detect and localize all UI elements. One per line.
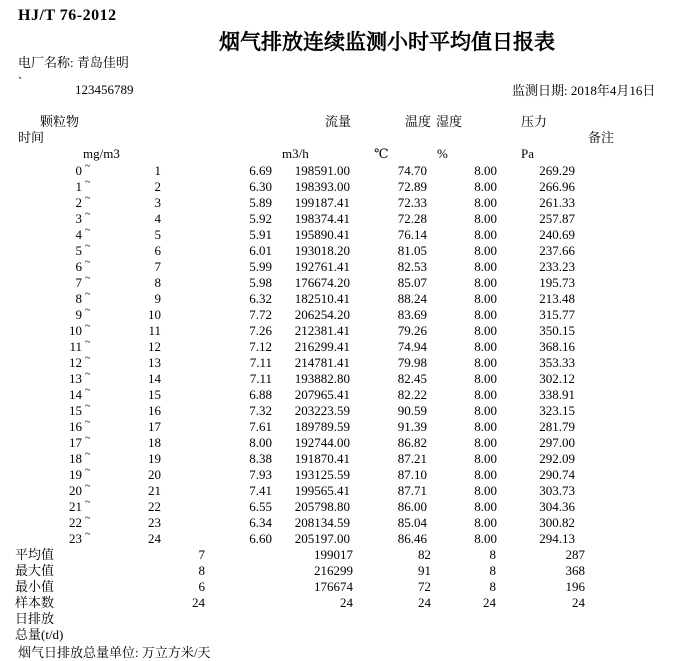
summary-label: 最大值 xyxy=(15,563,55,578)
table-row xyxy=(0,419,680,435)
temperature-value: 90.59 xyxy=(397,403,427,418)
summary-humidity: 8 xyxy=(489,579,496,594)
range-separator: ~ xyxy=(85,273,91,284)
hour-start: 5 xyxy=(75,243,82,258)
table-row xyxy=(0,227,680,243)
table-row xyxy=(0,403,680,419)
summary-label: 平均值 xyxy=(15,547,55,562)
humidity-value: 8.00 xyxy=(474,435,497,450)
temperature-value: 82.45 xyxy=(397,371,427,386)
summary-temperature: 24 xyxy=(418,595,431,610)
temperature-value: 72.28 xyxy=(397,211,427,226)
pressure-value: 266.96 xyxy=(539,179,575,194)
flow-value: 193125.59 xyxy=(294,467,350,482)
summary-flow: 216299 xyxy=(314,563,353,578)
temperature-value: 87.71 xyxy=(397,483,427,498)
flow-value: 198393.00 xyxy=(294,179,350,194)
range-separator: ~ xyxy=(85,465,91,476)
range-separator: ~ xyxy=(85,401,91,412)
particulate-value: 7.41 xyxy=(249,483,272,498)
temperature-value: 88.24 xyxy=(397,291,427,306)
pressure-value: 297.00 xyxy=(539,435,575,450)
table-row xyxy=(0,179,680,195)
summary-row xyxy=(0,611,680,627)
hour-end: 4 xyxy=(154,211,161,226)
table-row xyxy=(0,435,680,451)
particulate-value: 7.32 xyxy=(249,403,272,418)
temperature-value: 72.89 xyxy=(397,179,427,194)
humidity-value: 8.00 xyxy=(474,227,497,242)
summary-row xyxy=(0,595,680,611)
hour-start: 16 xyxy=(69,419,82,434)
temperature-value: 72.33 xyxy=(397,195,427,210)
hour-end: 10 xyxy=(148,307,161,322)
hour-end: 19 xyxy=(148,451,161,466)
temperature-value: 87.21 xyxy=(397,451,427,466)
hour-end: 3 xyxy=(154,195,161,210)
temperature-value: 76.14 xyxy=(397,227,427,242)
table-row xyxy=(0,211,680,227)
flow-value: 199565.41 xyxy=(294,483,350,498)
humidity-value: 8.00 xyxy=(474,307,497,322)
humidity-value: 8.00 xyxy=(474,499,497,514)
particulate-value: 5.98 xyxy=(249,275,272,290)
humidity-value: 8.00 xyxy=(474,211,497,226)
summary-row xyxy=(0,627,680,643)
table-row xyxy=(0,275,680,291)
humidity-value: 8.00 xyxy=(474,323,497,338)
pressure-value: 300.82 xyxy=(539,515,575,530)
pressure-value: 240.69 xyxy=(539,227,575,242)
flow-value: 207965.41 xyxy=(294,387,350,402)
table-row xyxy=(0,467,680,483)
temperature-value: 87.10 xyxy=(397,467,427,482)
unit-pressure: Pa xyxy=(521,146,534,161)
hour-start: 6 xyxy=(75,259,82,274)
column-header-time: 时间 xyxy=(18,130,45,145)
flow-value: 193018.20 xyxy=(294,243,350,258)
humidity-value: 8.00 xyxy=(474,339,497,354)
particulate-value: 5.92 xyxy=(249,211,272,226)
hour-start: 3 xyxy=(75,211,82,226)
temperature-value: 86.82 xyxy=(397,435,427,450)
flow-value: 198591.00 xyxy=(294,163,350,178)
flow-value: 203223.59 xyxy=(294,403,350,418)
temperature-value: 85.07 xyxy=(397,275,427,290)
table-row xyxy=(0,163,680,179)
standard-code: HJ/T 76-2012 xyxy=(18,7,117,24)
particulate-value: 6.60 xyxy=(249,531,272,546)
range-separator: ~ xyxy=(85,353,91,364)
temperature-value: 79.26 xyxy=(397,323,427,338)
particulate-value: 8.38 xyxy=(249,451,272,466)
hour-start: 10 xyxy=(69,323,82,338)
pressure-value: 303.73 xyxy=(539,483,575,498)
range-separator: ~ xyxy=(85,225,91,236)
table-row xyxy=(0,483,680,499)
hour-end: 16 xyxy=(148,403,161,418)
humidity-value: 8.00 xyxy=(474,275,497,290)
unit-flow: m3/h xyxy=(282,146,309,161)
data-rows xyxy=(0,163,680,643)
temperature-value: 81.05 xyxy=(397,243,427,258)
table-row xyxy=(0,339,680,355)
flow-value: 199187.41 xyxy=(294,195,350,210)
humidity-value: 8.00 xyxy=(474,195,497,210)
humidity-value: 8.00 xyxy=(474,355,497,370)
flow-value: 205798.80 xyxy=(294,499,350,514)
humidity-value: 8.00 xyxy=(474,515,497,530)
summary-particulate: 7 xyxy=(198,547,205,562)
particulate-value: 6.88 xyxy=(249,387,272,402)
pressure-value: 294.13 xyxy=(539,531,575,546)
pressure-value: 368.16 xyxy=(539,339,575,354)
hour-start: 17 xyxy=(69,435,82,450)
summary-flow: 199017 xyxy=(314,547,353,562)
summary-flow: 24 xyxy=(340,595,353,610)
hour-start: 19 xyxy=(69,467,82,482)
pressure-value: 281.79 xyxy=(539,419,575,434)
column-header-pressure: 压力 xyxy=(521,114,548,129)
hour-end: 18 xyxy=(148,435,161,450)
summary-humidity: 24 xyxy=(483,595,496,610)
table-row xyxy=(0,323,680,339)
range-separator: ~ xyxy=(85,289,91,300)
pressure-value: 195.73 xyxy=(539,275,575,290)
flow-value: 216299.41 xyxy=(294,339,350,354)
pressure-value: 302.12 xyxy=(539,371,575,386)
flow-value: 206254.20 xyxy=(294,307,350,322)
table-row xyxy=(0,499,680,515)
range-separator: ~ xyxy=(85,241,91,252)
flow-value: 198374.41 xyxy=(294,211,350,226)
range-separator: ~ xyxy=(85,177,91,188)
monitor-date-line: 监测日期: 2018年4月16日 xyxy=(512,83,656,98)
table-row xyxy=(0,515,680,531)
table-row xyxy=(0,307,680,323)
hour-start: 13 xyxy=(69,371,82,386)
unit-temperature: ℃ xyxy=(374,146,389,161)
hour-start: 23 xyxy=(69,531,82,546)
range-separator: ~ xyxy=(85,257,91,268)
summary-pressure: 196 xyxy=(565,579,585,594)
range-separator: ~ xyxy=(85,161,91,172)
table-row xyxy=(0,451,680,467)
table-row xyxy=(0,259,680,275)
temperature-value: 85.04 xyxy=(397,515,427,530)
particulate-value: 6.69 xyxy=(249,163,272,178)
particulate-value: 8.00 xyxy=(249,435,272,450)
hour-start: 20 xyxy=(69,483,82,498)
pressure-value: 323.15 xyxy=(539,403,575,418)
column-header-remark: 备注 xyxy=(588,130,615,145)
hour-start: 11 xyxy=(69,339,82,354)
range-separator: ~ xyxy=(85,369,91,380)
humidity-value: 8.00 xyxy=(474,387,497,402)
table-row xyxy=(0,531,680,547)
humidity-value: 8.00 xyxy=(474,531,497,546)
humidity-value: 8.00 xyxy=(474,179,497,194)
particulate-value: 5.89 xyxy=(249,195,272,210)
hour-end: 22 xyxy=(148,499,161,514)
flow-value: 212381.41 xyxy=(294,323,350,338)
hour-start: 22 xyxy=(69,515,82,530)
pressure-value: 257.87 xyxy=(539,211,575,226)
humidity-value: 8.00 xyxy=(474,451,497,466)
page-title: 烟气排放连续监测小时平均值日报表 xyxy=(219,30,555,54)
range-separator: ~ xyxy=(85,481,91,492)
hour-end: 11 xyxy=(148,323,161,338)
hour-start: 4 xyxy=(75,227,82,242)
flow-value: 189789.59 xyxy=(294,419,350,434)
range-separator: ~ xyxy=(85,513,91,524)
hour-end: 24 xyxy=(148,531,161,546)
pressure-value: 292.09 xyxy=(539,451,575,466)
pressure-value: 338.91 xyxy=(539,387,575,402)
summary-label: 最小值 xyxy=(15,579,55,594)
summary-particulate: 24 xyxy=(192,595,205,610)
hour-end: 15 xyxy=(148,387,161,402)
range-separator: ~ xyxy=(85,529,91,540)
summary-pressure: 368 xyxy=(565,563,585,578)
hour-end: 8 xyxy=(154,275,161,290)
humidity-value: 8.00 xyxy=(474,291,497,306)
unit-humidity: % xyxy=(437,146,448,161)
particulate-value: 7.26 xyxy=(249,323,272,338)
flow-value: 193882.80 xyxy=(294,371,350,386)
hour-start: 18 xyxy=(69,451,82,466)
table-row xyxy=(0,195,680,211)
humidity-value: 8.00 xyxy=(474,163,497,178)
temperature-value: 79.98 xyxy=(397,355,427,370)
hour-end: 7 xyxy=(154,259,161,274)
summary-humidity: 8 xyxy=(489,547,496,562)
flow-value: 176674.20 xyxy=(294,275,350,290)
range-separator: ~ xyxy=(85,193,91,204)
temperature-value: 82.22 xyxy=(397,387,427,402)
summary-temperature: 82 xyxy=(418,547,431,562)
flow-value: 195890.41 xyxy=(294,227,350,242)
summary-pressure: 24 xyxy=(572,595,585,610)
particulate-value: 6.32 xyxy=(249,291,272,306)
hour-start: 21 xyxy=(69,499,82,514)
summary-row xyxy=(0,579,680,595)
flow-value: 214781.41 xyxy=(294,355,350,370)
pressure-value: 269.29 xyxy=(539,163,575,178)
summary-particulate: 6 xyxy=(198,579,205,594)
hour-end: 14 xyxy=(148,371,161,386)
range-separator: ~ xyxy=(85,385,91,396)
pressure-value: 237.66 xyxy=(539,243,575,258)
footer-unit-note: 烟气日排放总量单位: 万立方米/天 xyxy=(18,645,211,660)
particulate-value: 7.11 xyxy=(249,371,272,386)
table-row xyxy=(0,243,680,259)
summary-label: 样本数 xyxy=(15,595,55,610)
range-separator: ~ xyxy=(85,209,91,220)
pressure-value: 350.15 xyxy=(539,323,575,338)
table-row xyxy=(0,387,680,403)
summary-flow: 176674 xyxy=(314,579,353,594)
hour-end: 6 xyxy=(154,243,161,258)
pressure-value: 304.36 xyxy=(539,499,575,514)
temperature-value: 83.69 xyxy=(397,307,427,322)
column-header-humidity: 湿度 xyxy=(436,114,463,129)
flow-value: 191870.41 xyxy=(294,451,350,466)
particulate-value: 7.93 xyxy=(249,467,272,482)
summary-row xyxy=(0,563,680,579)
flow-value: 208134.59 xyxy=(294,515,350,530)
hour-start: 1 xyxy=(75,179,82,194)
plant-name-line: 电厂名称: 青岛佳明 xyxy=(18,55,129,70)
table-row xyxy=(0,291,680,307)
range-separator: ~ xyxy=(85,433,91,444)
serial-number: 123456789 xyxy=(75,82,134,97)
flow-value: 182510.41 xyxy=(294,291,350,306)
flow-value: 192761.41 xyxy=(294,259,350,274)
temperature-value: 82.53 xyxy=(397,259,427,274)
temperature-value: 86.00 xyxy=(397,499,427,514)
table-row xyxy=(0,355,680,371)
hour-start: 8 xyxy=(75,291,82,306)
hour-end: 13 xyxy=(148,355,161,370)
hour-end: 21 xyxy=(148,483,161,498)
range-separator: ~ xyxy=(85,497,91,508)
tick-mark: ` xyxy=(18,74,23,89)
hour-end: 23 xyxy=(148,515,161,530)
humidity-value: 8.00 xyxy=(474,483,497,498)
particulate-value: 6.55 xyxy=(249,499,272,514)
summary-label: 总量(t/d) xyxy=(15,627,64,642)
particulate-value: 6.01 xyxy=(249,243,272,258)
temperature-value: 86.46 xyxy=(397,531,427,546)
hour-end: 12 xyxy=(148,339,161,354)
hour-end: 5 xyxy=(154,227,161,242)
particulate-value: 6.30 xyxy=(249,179,272,194)
range-separator: ~ xyxy=(85,337,91,348)
flow-value: 205197.00 xyxy=(294,531,350,546)
pressure-value: 261.33 xyxy=(539,195,575,210)
hour-start: 7 xyxy=(75,275,82,290)
summary-pressure: 287 xyxy=(565,547,585,562)
range-separator: ~ xyxy=(85,321,91,332)
hour-start: 2 xyxy=(75,195,82,210)
temperature-value: 91.39 xyxy=(397,419,427,434)
particulate-value: 7.72 xyxy=(249,307,272,322)
humidity-value: 8.00 xyxy=(474,259,497,274)
hour-end: 20 xyxy=(148,467,161,482)
humidity-value: 8.00 xyxy=(474,403,497,418)
summary-temperature: 72 xyxy=(418,579,431,594)
humidity-value: 8.00 xyxy=(474,467,497,482)
particulate-value: 7.11 xyxy=(249,355,272,370)
summary-humidity: 8 xyxy=(489,563,496,578)
humidity-value: 8.00 xyxy=(474,243,497,258)
unit-particulate: mg/m3 xyxy=(83,146,120,161)
pressure-value: 290.74 xyxy=(539,467,575,482)
pressure-value: 353.33 xyxy=(539,355,575,370)
humidity-value: 8.00 xyxy=(474,419,497,434)
column-header-temperature: 温度 xyxy=(405,114,432,129)
hour-start: 9 xyxy=(75,307,82,322)
summary-temperature: 91 xyxy=(418,563,431,578)
range-separator: ~ xyxy=(85,305,91,316)
hour-end: 2 xyxy=(154,179,161,194)
hour-start: 15 xyxy=(69,403,82,418)
table-row xyxy=(0,371,680,387)
summary-label: 日排放 xyxy=(15,611,55,626)
pressure-value: 213.48 xyxy=(539,291,575,306)
column-header-particulate: 颗粒物 xyxy=(40,114,80,129)
hour-start: 0 xyxy=(75,163,82,178)
pressure-value: 315.77 xyxy=(539,307,575,322)
column-header-flow: 流量 xyxy=(325,114,352,129)
particulate-value: 6.34 xyxy=(249,515,272,530)
pressure-value: 233.23 xyxy=(539,259,575,274)
particulate-value: 5.99 xyxy=(249,259,272,274)
summary-row xyxy=(0,547,680,563)
humidity-value: 8.00 xyxy=(474,371,497,386)
flow-value: 192744.00 xyxy=(294,435,350,450)
hour-end: 9 xyxy=(154,291,161,306)
particulate-value: 7.12 xyxy=(249,339,272,354)
hour-start: 14 xyxy=(69,387,82,402)
temperature-value: 74.70 xyxy=(397,163,427,178)
hour-start: 12 xyxy=(69,355,82,370)
range-separator: ~ xyxy=(85,449,91,460)
particulate-value: 7.61 xyxy=(249,419,272,434)
temperature-value: 74.94 xyxy=(397,339,427,354)
summary-particulate: 8 xyxy=(198,563,205,578)
hour-end: 1 xyxy=(154,163,161,178)
hour-end: 17 xyxy=(148,419,161,434)
range-separator: ~ xyxy=(85,417,91,428)
particulate-value: 5.91 xyxy=(249,227,272,242)
